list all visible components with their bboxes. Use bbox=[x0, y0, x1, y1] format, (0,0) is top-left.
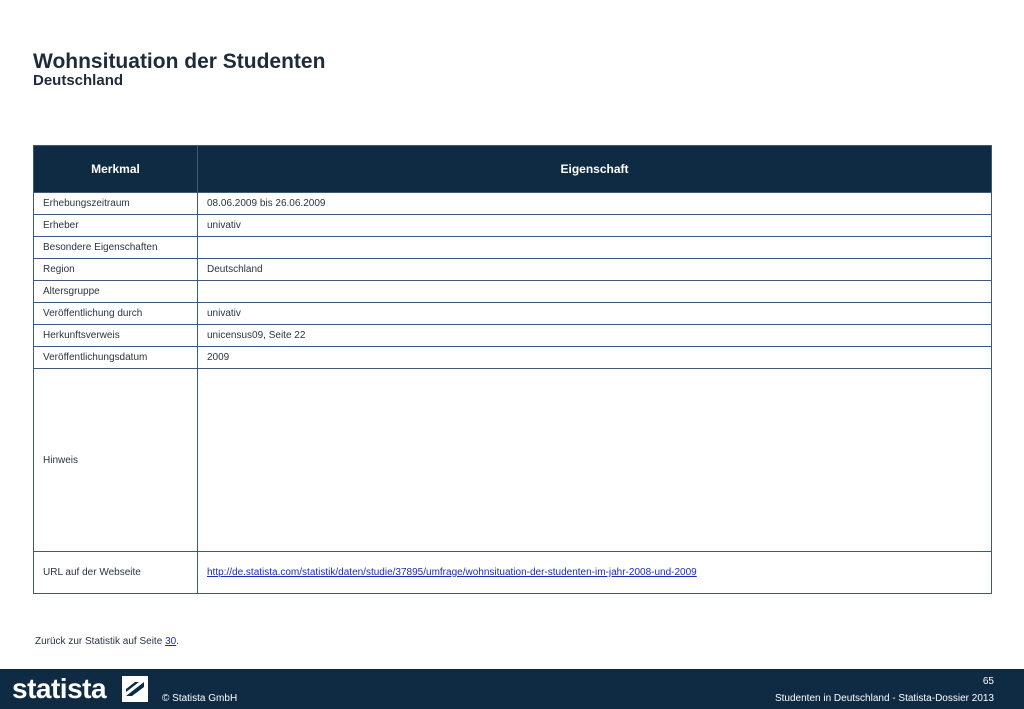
table-row bbox=[34, 259, 992, 281]
back-to-statistic bbox=[35, 636, 179, 647]
column-header-eigenschaft: Eigenschaft bbox=[198, 146, 992, 193]
table-header-row bbox=[34, 146, 992, 193]
metadata-table bbox=[33, 145, 992, 594]
table-row bbox=[34, 215, 992, 237]
footer-bar bbox=[0, 669, 1024, 709]
row-label: Herkunftsverweis bbox=[34, 325, 198, 347]
row-value: 2009 bbox=[198, 347, 992, 369]
row-value: univativ bbox=[198, 303, 992, 325]
page-subtitle: Deutschland bbox=[33, 72, 124, 89]
page-title: Wohnsituation der Studenten bbox=[33, 50, 326, 73]
table-row bbox=[34, 369, 992, 552]
row-value bbox=[198, 369, 992, 552]
row-label: Region bbox=[34, 259, 198, 281]
row-label: Veröffentlichungsdatum bbox=[34, 347, 198, 369]
table-row bbox=[34, 193, 992, 215]
row-value bbox=[198, 281, 992, 303]
dossier-title: Studenten in Deutschland - Statista-Dossier 2013 bbox=[774, 693, 994, 704]
statistic-url-link[interactable]: http://de.statista.com/statistik/daten/studie/37895/umfrage/wohnsituation-der-studenten-im-jahr-2008-und-2009 bbox=[207, 567, 697, 578]
row-value bbox=[198, 237, 992, 259]
row-label: Veröffentlichung durch bbox=[34, 303, 198, 325]
row-label: Erhebungszeitraum bbox=[34, 193, 198, 215]
statista-logo-icon bbox=[122, 676, 148, 702]
page-number: 65 bbox=[982, 676, 994, 687]
table-row bbox=[34, 303, 992, 325]
backlink-page-link[interactable]: 30 bbox=[165, 636, 177, 647]
copyright-text: © Statista GmbH bbox=[162, 693, 238, 704]
column-header-merkmal: Merkmal bbox=[34, 146, 198, 193]
table-row bbox=[34, 281, 992, 303]
row-value bbox=[198, 552, 992, 594]
row-value: 08.06.2009 bis 26.06.2009 bbox=[198, 193, 992, 215]
table-row bbox=[34, 325, 992, 347]
row-label: Hinweis bbox=[34, 369, 198, 552]
row-label: Altersgruppe bbox=[34, 281, 198, 303]
backlink-prefix: Zurück zur Statistik auf Seite bbox=[35, 636, 166, 647]
row-value: unicensus09, Seite 22 bbox=[198, 325, 992, 347]
statista-logo: statista bbox=[12, 673, 107, 704]
row-value: Deutschland bbox=[198, 259, 992, 281]
backlink-suffix: . bbox=[176, 636, 179, 647]
row-label: Erheber bbox=[34, 215, 198, 237]
row-value: univativ bbox=[198, 215, 992, 237]
table-row bbox=[34, 347, 992, 369]
row-label: Besondere Eigenschaften bbox=[34, 237, 198, 259]
table-row bbox=[34, 552, 992, 594]
table-row bbox=[34, 237, 992, 259]
row-label: URL auf der Webseite bbox=[34, 552, 198, 594]
